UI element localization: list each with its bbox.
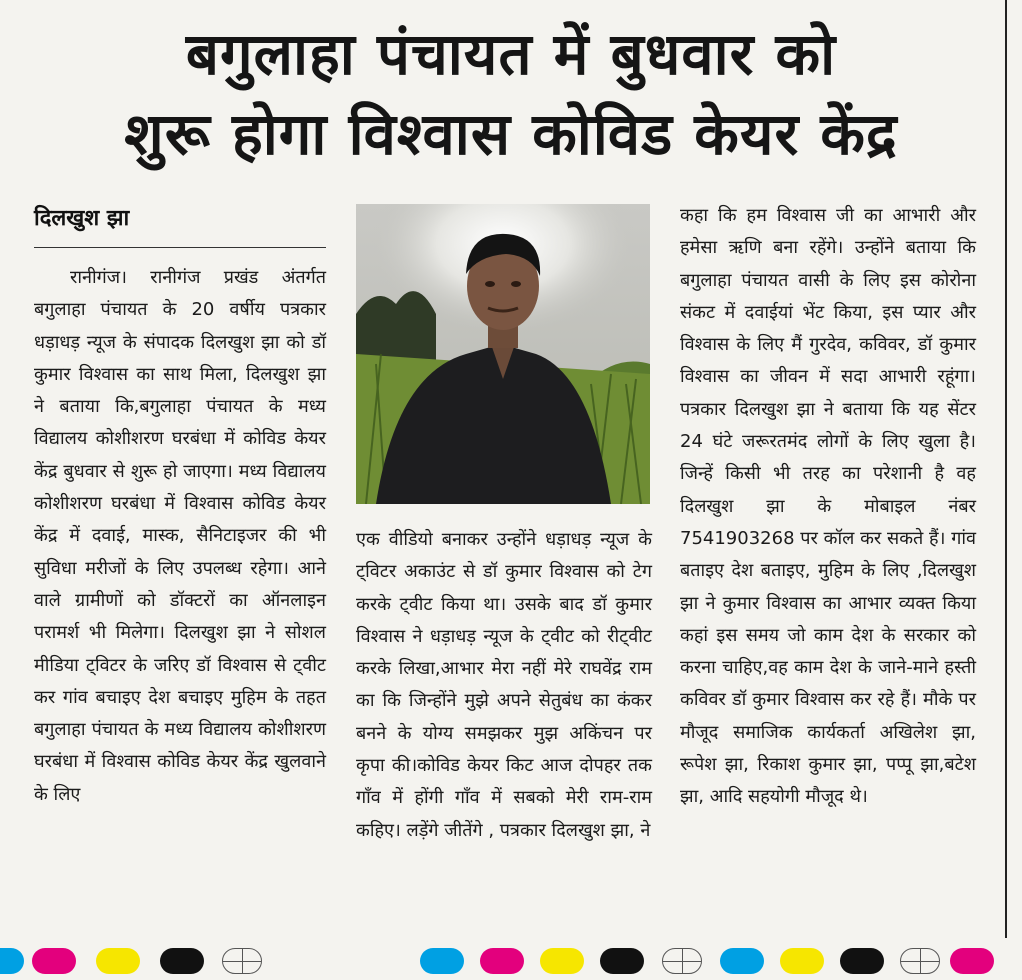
print-registration-marks	[0, 944, 1022, 978]
byline: दिलखुश झा	[34, 206, 130, 231]
headline-line-2: शुरू होगा विश्वास कोविड केयर केंद्र	[124, 100, 898, 168]
registration-cross-icon	[662, 948, 702, 974]
column-1-text: रानीगंज। रानीगंज प्रखंड अंतर्गत बगुलाहा पंचायत के 20 वर्षीय पत्रकार धड़ाधड़ न्यूज के संपादक दिलखुश झा को डॉ कुमार विश्वास का साथ मिला, दिलखुश झा ने बताया कि,बगुलाहा पंचायत के मध्य विद्यालय कोशीशरण घरबंधा में कोविड केयर केंद्र बुधवार से शुरू हो जाएगा। मध्य विद्यालय कोशीशरण घरबंधा में विश्वास कोविड केयर केंद्र में दवाई, मास्क, सैनिटाइजर की भी सुविधा मरीजों के लिए उपलब्ध रहेगा। आने वाले ग्रामीणों को डॉक्टरों का ऑनलाइन परामर्श भी मिलेगा। दिलखुश झा ने सोशल मीडिया ट्विटर के जरिए डॉ विश्वास से ट्वीट कर गांव बचाइए देश बचाइए मुहिम के तहत बगुलाहा पंचायत के मध्य विद्यालय कोशीशरण घरबंधा में विश्वास कोविड केयर केंद्र खुलवाने के लिए	[34, 267, 326, 805]
article-column-3	[680, 200, 976, 814]
column-divider	[1005, 0, 1007, 938]
color-mark-magenta	[950, 948, 994, 974]
headline	[0, 14, 1022, 174]
color-mark-cyan	[420, 948, 464, 974]
color-mark-yellow	[540, 948, 584, 974]
column-3-text: कहा कि हम विश्वास जी का आभारी और हमेसा ऋणि बना रहेंगे। उन्होंने बताया कि बगुलाहा पंचायत वासी के लिए इस कोरोना संकट में दवाईयां भेंट किया, इस प्यार और विश्वास के लिए मैं गुरदेव, कविवर, डॉ कुमार विश्वास का जीवन में सदा आभारी रहूंगा। पत्रकार दिलखुश झा ने बताया कि यह सेंटर 24 घंटे जरूरतमंद लोगों के लिए खुला है। जिन्हें किसी भी तरह का परेशानी है वह दिलखुश झा के मोबाइल नंबर 7541903268 पर कॉल कर सकते हैं। गांव बताइए देश बताइए, मुहिम के लिए ,दिलखुश झा ने कुमार विश्वास का आभार व्यक्त किया कहां इस समय जो काम देश के सरकार को करना चाहिए,वह काम देश के जाने-माने हस्ती कविवर डॉ कुमार विश्वास कर रहे हैं। मौके पर मौजूद समाजिक कार्यकर्ता अखिलेश झा, रूपेश झा, रिकाश कुमार झा, पप्पू झा,बटेश झा, आदि सहयोगी मौजूद थे।	[680, 205, 976, 808]
article-column-2	[356, 524, 652, 847]
color-mark-magenta	[32, 948, 76, 974]
reporter-photo	[356, 204, 650, 504]
color-mark-black	[160, 948, 204, 974]
color-mark-magenta	[480, 948, 524, 974]
color-mark-black	[600, 948, 644, 974]
headline-line-1: बगुलाहा पंचायत में बुधवार को	[185, 20, 837, 88]
color-mark-cyan	[0, 948, 24, 974]
color-mark-yellow	[780, 948, 824, 974]
color-mark-cyan	[720, 948, 764, 974]
registration-cross-icon	[222, 948, 262, 974]
column-2-text: एक वीडियो बनाकर उन्होंने धड़ाधड़ न्यूज के ट्विटर अकाउंट से डॉ कुमार विश्वास को टेग करके ट्वीट किया था। उसके बाद डॉ कुमार विश्वास ने धड़ाधड़ न्यूज के ट्वीट को रीट्वीट करके लिखा,आभार मेरा नहीं मेरे राघवेंद्र राम का कि जिन्होंने मुझे अपने सेतुबंध का कंकर बनने के योग्य समझकर मुझ अकिंचन पर कृपा की।कोविड केयर किट आज दोपहर तक गाँव में होंगी गाँव में सबको मेरी राम-राम कहिए। लड़ेंगे जीतेंगे , पत्रकार दिलखुश झा, ने	[356, 529, 652, 841]
article-column-1	[34, 262, 326, 811]
color-mark-yellow	[96, 948, 140, 974]
registration-cross-icon	[900, 948, 940, 974]
byline-divider	[34, 247, 326, 248]
color-mark-black	[840, 948, 884, 974]
